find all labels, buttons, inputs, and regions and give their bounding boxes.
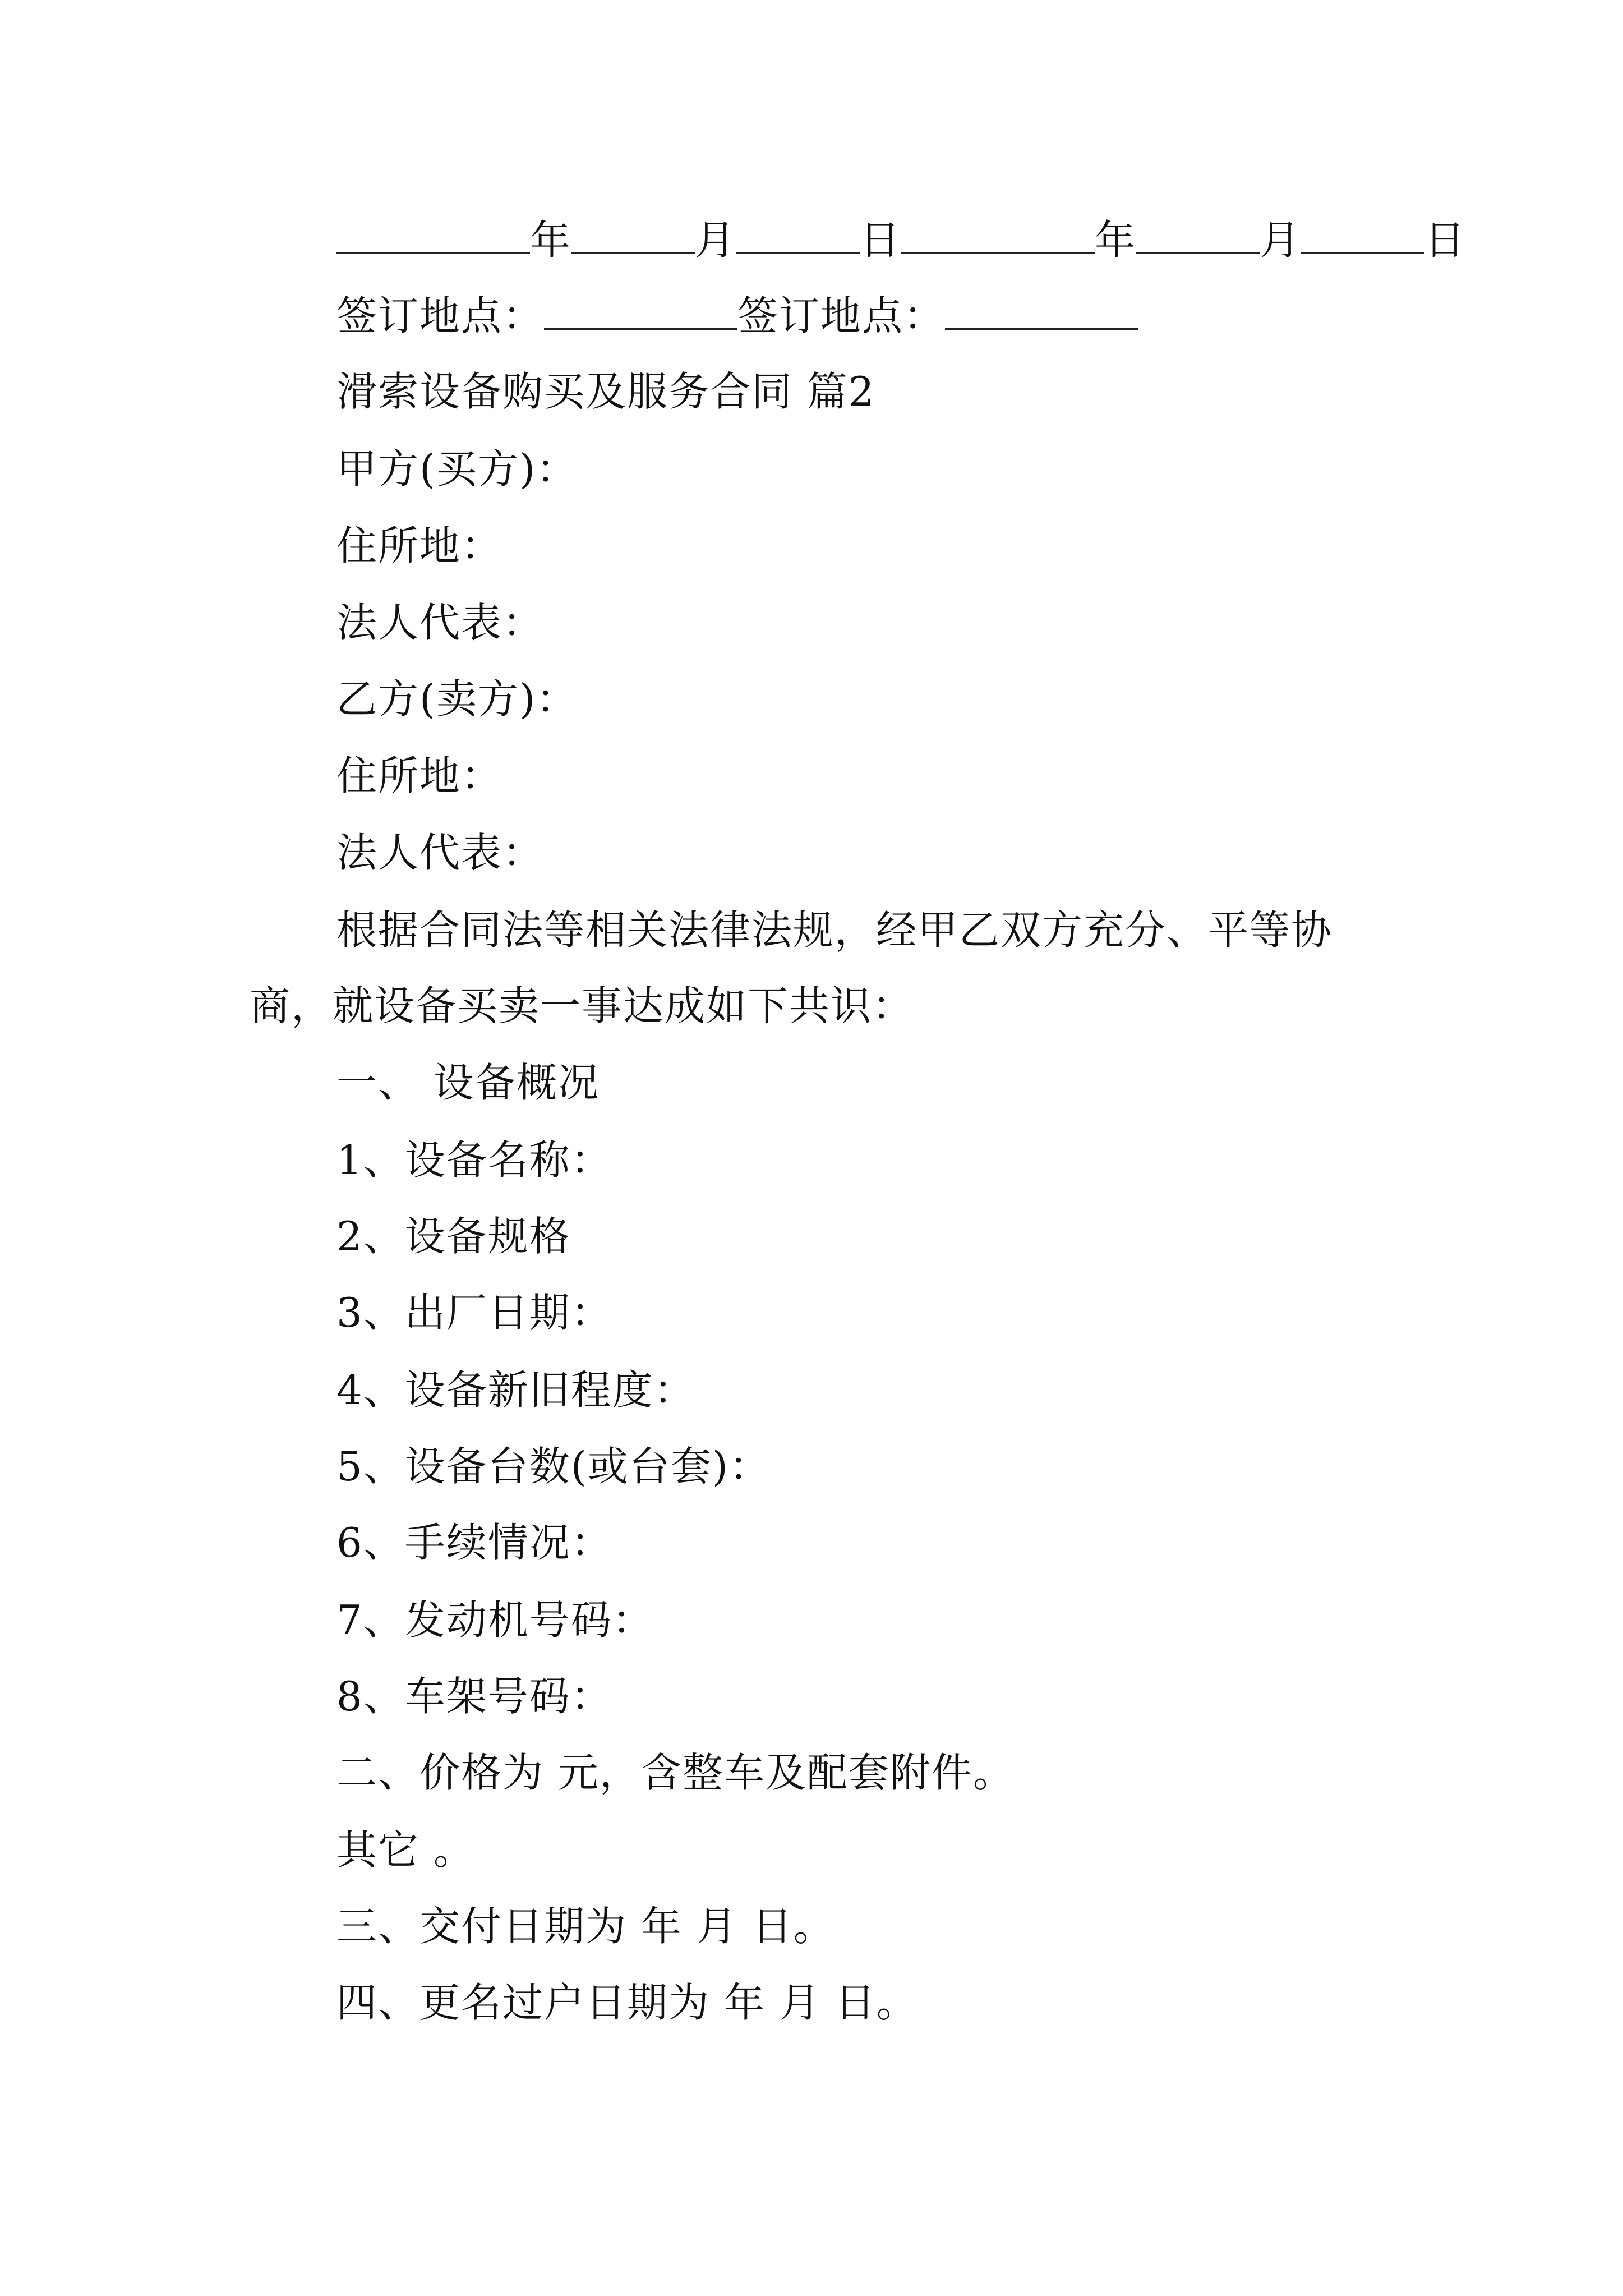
list-item: 6、手续情况：: [336, 1519, 612, 1566]
signing-place-blank-b: [945, 289, 1138, 330]
month-char-a: 月: [695, 217, 737, 264]
month-blank-a: [571, 213, 695, 254]
day-char-a: 日: [860, 217, 902, 264]
section2-price: 二、价格为 元，含整车及配套附件。: [336, 1749, 1015, 1796]
section1-heading: 一、 设备概况: [336, 1059, 600, 1106]
day-blank-a: [736, 213, 860, 254]
list-item: 1、设备名称：: [336, 1137, 612, 1184]
section2-other: 其它 。: [336, 1826, 475, 1874]
day-blank-b: [1301, 213, 1424, 254]
section4-transfer-date: 四、更名过户日期为 年 月 日。: [336, 1979, 918, 2026]
year-blank-b: [901, 213, 1095, 254]
signing-place-label-b: 签订地点：: [737, 292, 946, 339]
signing-place-label-a: 签订地点：: [336, 292, 545, 339]
party-a-rep: 法人代表：: [336, 599, 545, 646]
year-char-b: 年: [1095, 217, 1137, 264]
list-item: 8、车架号码：: [336, 1673, 612, 1720]
party-b-rep: 法人代表：: [336, 829, 545, 876]
section3-delivery-date: 三、交付日期为 年 月 日。: [336, 1903, 835, 1950]
list-item: 2、设备规格: [336, 1213, 571, 1260]
party-a-label: 甲方(买方)：: [336, 445, 578, 493]
day-char-b: 日: [1424, 217, 1467, 264]
year-char-a: 年: [530, 217, 572, 264]
list-item: 4、设备新旧程度：: [336, 1366, 695, 1414]
party-b-address: 住所地：: [336, 752, 503, 799]
year-blank-a: [336, 213, 530, 254]
contract-title: 滑索设备购买及服务合同 篇2: [336, 368, 875, 415]
month-blank-b: [1136, 213, 1260, 254]
list-item: 7、发动机号码：: [336, 1596, 654, 1644]
month-char-b: 月: [1260, 217, 1302, 264]
party-b-label: 乙方(卖方)：: [336, 675, 578, 723]
list-item: 3、出厂日期：: [336, 1289, 612, 1336]
intro-line-1: 根据合同法等相关法律法规，经甲乙双方充分、平等协: [336, 907, 1333, 954]
signing-date-line: [336, 213, 1466, 267]
list-item: 5、设备台数(或台套)：: [336, 1443, 771, 1490]
intro-line-2: 商，就设备买卖一事达成如下共识：: [250, 982, 914, 1029]
signing-place-line: [336, 289, 1138, 343]
signing-place-blank-a: [544, 289, 737, 330]
party-a-address: 住所地：: [336, 522, 503, 569]
